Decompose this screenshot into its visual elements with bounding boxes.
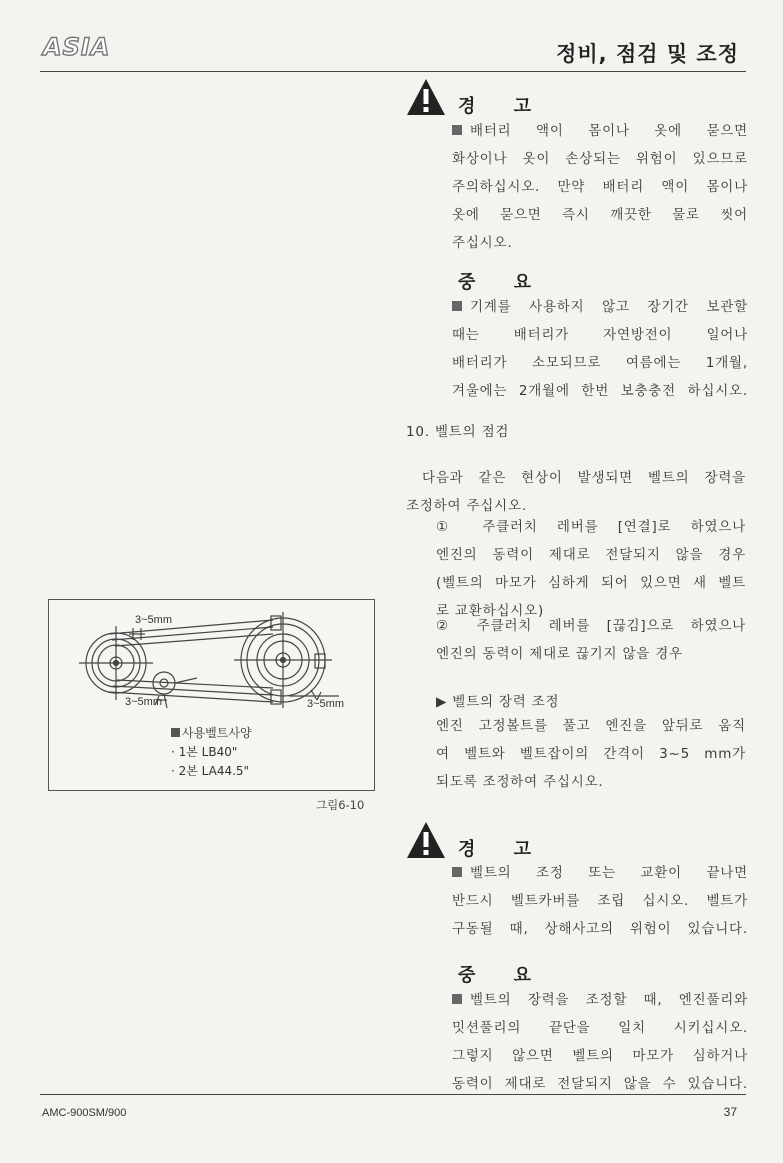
footer-model: AMC-900SM/900 <box>42 1107 127 1119</box>
dimension-label-top: 3~5mm <box>135 614 172 626</box>
bullet-square-icon <box>452 125 462 135</box>
dimension-label-right: 3~5mm <box>307 698 344 710</box>
important-title: 중 요 <box>458 965 548 986</box>
chapter-title: 정비, 점검 및 조정 <box>556 42 739 66</box>
condition-item-2: ② 주클러치 레버를 [끊김]으로 하였으나 엔진의 동력이 제대로 끊기지 않을 경우 <box>436 618 746 662</box>
bullet-square-icon <box>452 301 462 311</box>
page-number: 37 <box>723 1105 737 1119</box>
belt-figure <box>48 599 375 791</box>
warning-text: 벨트의 조정 또는 교환이 끝나면 반드시 벨트카버를 조립 십시오. 벨트가 구동될 때, 상해사고의 위험이 있습니다. <box>452 865 748 937</box>
dimension-label-left: 3~5mm <box>125 696 162 708</box>
important-text: 벨트의 장력을 조정할 때, 엔진풀리와 밋션풀리의 끝단을 일치 시키십시오. 그렇지 않으면 벨트의 마모가 심하거나 동력이 제대로 전달되지 않을 수 있습니다. <box>452 992 748 1092</box>
condition-item-1: ① 주클러치 레버를 [연결]로 하였으나 엔진의 동력이 제대로 전달되지 않을 경우 (벨트의 마모가 심하게 되어 있으면 새 벨트 로 교환하십시오) <box>436 519 746 619</box>
section-heading: 10. 벨트의 점검 <box>406 424 510 440</box>
bullet-square-icon <box>452 994 462 1004</box>
header-rule <box>40 71 746 72</box>
bullet-square-icon <box>452 867 462 877</box>
important-text: 기계를 사용하지 않고 장기간 보관할 때는 배터리가 자연방전이 일어나 배터리가 소모되므로 여름에는 1개월, 겨울에는 2개월에 한번 보충충전 하십시오. <box>452 299 748 399</box>
footer-rule <box>40 1094 746 1095</box>
warning-text: 배터리 액이 몸이나 옷에 묻으면 화상이나 옷이 손상되는 위험이 있으므로 주의하십시오. 만약 배터리 액이 몸이나 옷에 묻으면 즉시 깨끗한 물로 씻어 주십시오. <box>452 123 748 251</box>
warning-title: 경 고 <box>458 96 548 117</box>
warning-title: 경 고 <box>458 839 548 860</box>
belt-spec: 사용벨트사양 · 1본 LB40" · 2본 LA44.5" <box>171 726 252 778</box>
brand-logo-text: ASIA <box>43 33 111 61</box>
brand-logo <box>43 34 115 60</box>
bullet-square-icon <box>171 728 180 737</box>
sub-heading: ▶ 벨트의 장력 조정 <box>436 694 560 710</box>
warning-triangle-icon <box>406 821 446 859</box>
important-title: 중 요 <box>458 272 548 293</box>
warning-triangle-icon <box>406 78 446 116</box>
figure-caption: 그림6-10 <box>316 798 365 812</box>
adjust-text: 엔진 고정볼트를 풀고 엔진을 앞뒤로 움직 여 벨트와 벨트잡이의 간격이 3~5 mm가 되도록 조정하여 주십시오. <box>436 718 746 790</box>
section-intro: 다음과 같은 현상이 발생되면 벨트의 장력을 조정하여 주십시오. <box>406 470 746 514</box>
